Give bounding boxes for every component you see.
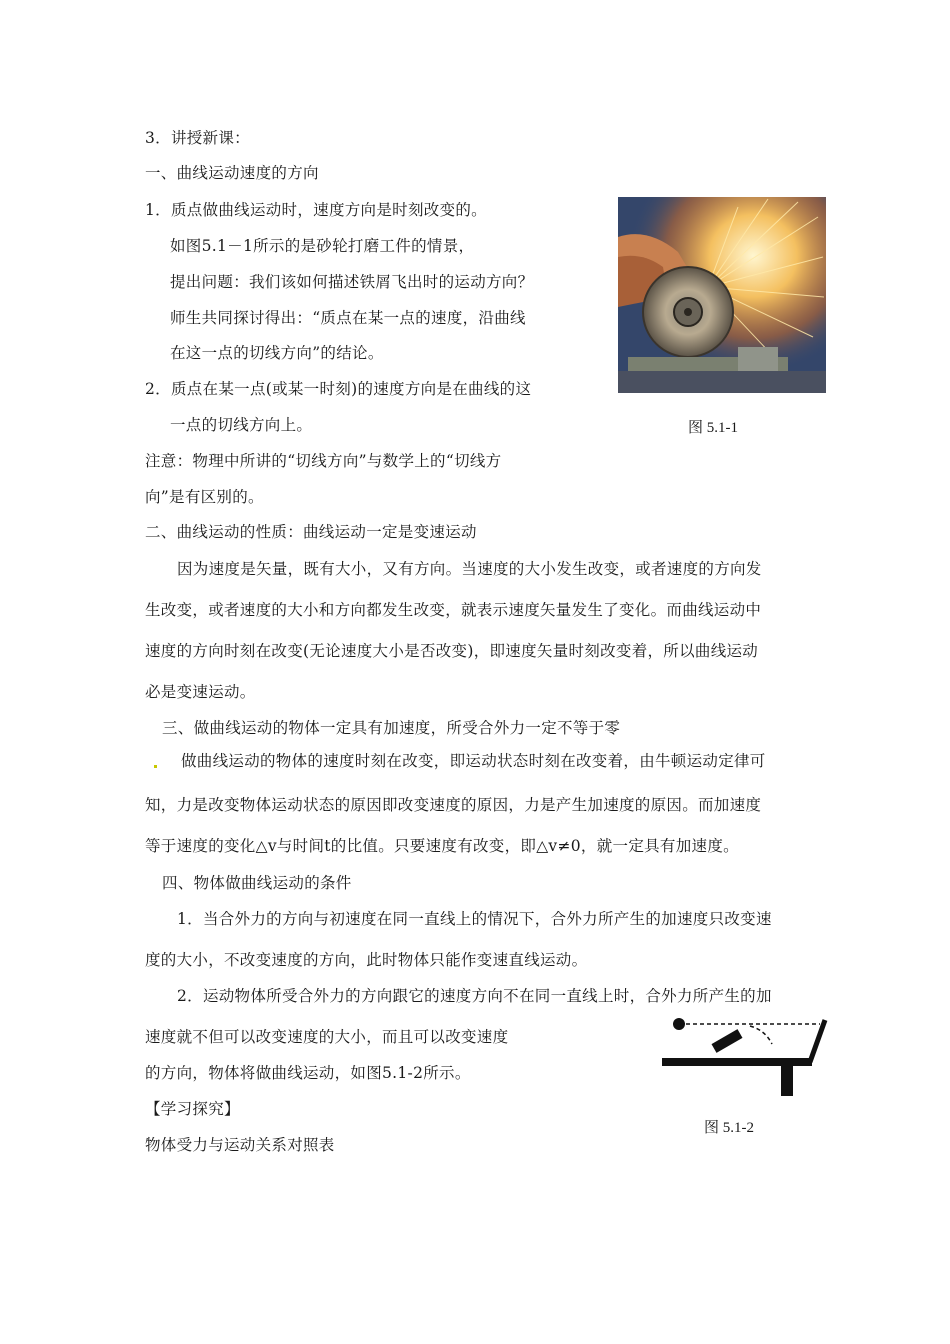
paragraph-line: 师生共同探讨得出：“质点在某一点的速度，沿曲线 (170, 309, 526, 327)
paragraph-line: 等于速度的变化△v与时间t的比值。只要速度有改变，即△v≠0，就一定具有加速度。 (145, 837, 739, 855)
paragraph-line: 速度的方向时刻在改变(无论速度大小是否改变)，即速度矢量时刻改变着，所以曲线运动 (145, 642, 759, 660)
note-line: 注意：物理中所讲的“切线方向”与数学上的“切线方 (145, 452, 502, 470)
paragraph-line: 知，力是改变物体运动状态的原因即改变速度的原因，力是产生加速度的原因。而加速度 (145, 796, 762, 814)
paragraph-line: 必是变速运动。 (145, 683, 256, 701)
paragraph-line: 度的大小，不改变速度的方向，此时物体只能作变速直线运动。 (145, 951, 588, 969)
paragraph-line: 2．运动物体所受合外力的方向跟它的速度方向不在同一直线上时，合外力所产生的加 (177, 987, 772, 1005)
magnet-icon (712, 1029, 743, 1053)
stray-mark (154, 765, 157, 768)
heading-velocity-direction: 一、曲线运动速度的方向 (145, 164, 319, 182)
paragraph-line: 因为速度是矢量，既有大小，又有方向。当速度的大小发生改变，或者速度的方向发 (177, 560, 762, 578)
heading-curve-motion-condition: 四、物体做曲线运动的条件 (162, 874, 352, 892)
heading-curve-motion-nature: 二、曲线运动的性质：曲线运动一定是变速运动 (145, 523, 477, 541)
table-title: 物体受力与运动关系对照表 (145, 1136, 335, 1154)
grinding-wheel-photo (618, 197, 826, 393)
paragraph-line: 2．质点在某一点(或某一时刻)的速度方向是在曲线的这 (145, 380, 532, 398)
paragraph-line: 生改变，或者速度的大小和方向都发生改变，就表示速度矢量发生了变化。而曲线运动中 (145, 601, 762, 619)
heading-acceleration: 三、做曲线运动的物体一定具有加速度，所受合外力一定不等于零 (162, 719, 621, 737)
section-heading-lecture: 3．讲授新课： (145, 129, 250, 147)
paragraph-line: 提出问题：我们该如何描述铁屑飞出时的运动方向？ (170, 273, 534, 291)
paragraph-line: 如图5.1－1所示的是砂轮打磨工件的情景， (170, 237, 475, 255)
figure-caption: 图 5.1-1 (688, 420, 738, 436)
paragraph-line: 在这一点的切线方向”的结论。 (170, 344, 384, 362)
ball-icon (673, 1018, 685, 1030)
paragraph-line: 速度就不但可以改变速度的大小，而且可以改变速度 (145, 1028, 509, 1046)
heading-study-explore: 【学习探究】 (145, 1100, 240, 1118)
paragraph-line: 1．质点做曲线运动时，速度方向是时刻改变的。 (145, 201, 487, 219)
paragraph-line: 一点的切线方向上。 (170, 416, 313, 434)
paragraph-line: 的方向，物体将做曲线运动，如图5.1-2所示。 (145, 1064, 471, 1082)
paragraph-line: 1．当合外力的方向与初速度在同一直线上的情况下，合外力所产生的加速度只改变速 (177, 910, 772, 928)
paragraph-line: 做曲线运动的物体的速度时刻在改变，即运动状态时刻在改变着，由牛顿运动定律可 (181, 752, 766, 770)
note-line: 向”是有区别的。 (145, 488, 264, 506)
figure-caption: 图 5.1-2 (704, 1120, 754, 1136)
ball-table-diagram (660, 1012, 830, 1102)
